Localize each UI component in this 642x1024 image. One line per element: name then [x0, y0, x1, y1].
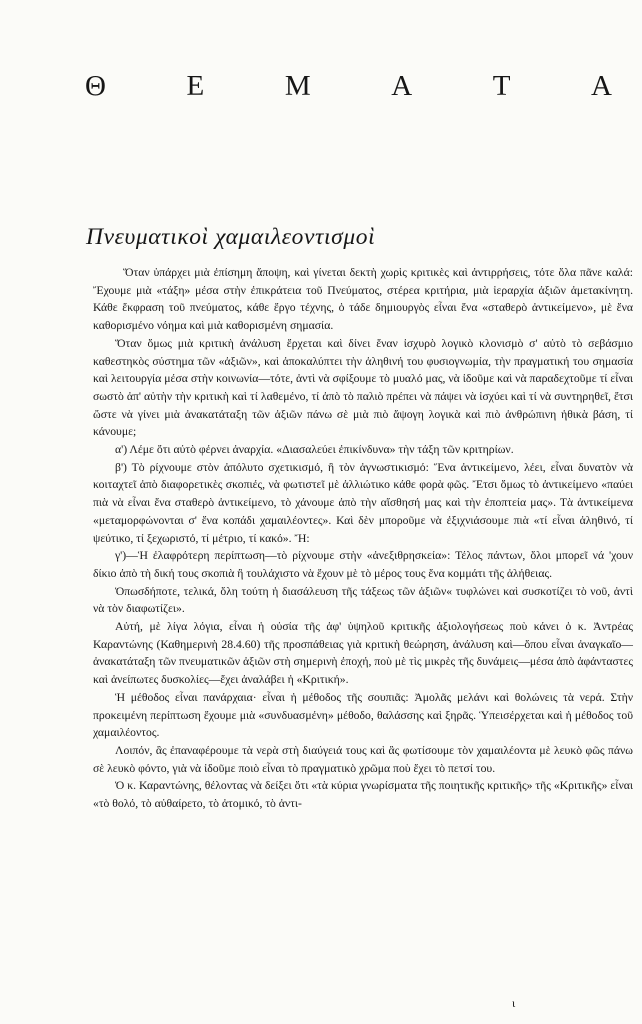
running-head-letter: Θ [85, 70, 106, 102]
page-mark: ι [512, 996, 516, 1010]
article-body [93, 264, 633, 813]
running-head-letter: Α [391, 70, 413, 102]
running-head-letter: Μ [284, 70, 311, 102]
paragraph: Ἡ μέθοδος εἶναι πανάρχαια· εἶναι ἡ μέθοδος τῆς σουπιᾶς: Ἀμολᾶς μελάνι καὶ θολώνεις τὰ νερά. Στὴν προκειμένη περίπτωση ἔχουμε μιὰ «συνδυασμένη» μέθοδο, θαλάσσης καὶ ξηρᾶς. Ὑπεισέρχεται καὶ ἡ μέθοδος τοῦ χαμαιλέοντος. [93, 690, 633, 740]
running-head [85, 70, 612, 103]
paragraph: α') Λέμε ὅτι αὐτὸ φέρνει ἀναρχία. «Διασαλεύει ἐπικίνδυνα» τὴν τάξη τῶν κριτηρίων. [115, 443, 514, 457]
paragraph: Ὅταν ὑπάρχει μιὰ ἐπίσημη ἄποψη, καὶ γίνεται δεκτὴ χωρὶς κριτικὲς καὶ ἀντιρρήσεις, τότε ὅλα πᾶνε καλά: Ἔχουμε μιὰ «τάξη» μέσα στὴν ἐπικράτεια τοῦ Πνεύματος, στέρεα κριτήρια, μιὰ ἱεραρχία ἀξιῶν ἀμετακίνητη. Κάθε ἔκφραση τοῦ πνεύματος, κάθε ἔργο τέχνης, ὁ τάδε δημιουργὸς εἶναι ἕνα «σταθερὸ ἀντικείμενο», μὲ ἕνα καθορισμένο νόημα καὶ μιὰ καθορισμένη σημασία. [93, 266, 633, 333]
paragraph: Αὐτή, μὲ λίγα λόγια, εἶναι ἡ οὐσία τῆς ἀφ' ὑψηλοῦ κριτικῆς ἀξιολογήσεως ποὺ κάνει ὁ κ. Ἀντρέας Καραντώνης (Καθημερινὴ 28.4.60) τῆς προσπάθειας γιὰ κριτικὴ θεώρηση, ἀνάλυση καὶ—ὅπου εἶναι ἀναγκαῖο—ἀνακατάταξη τῶν πνευματικῶν ἀξιῶν στὴ σημερινὴ ἐποχή, ποὺ μὲ τὶς μικρὲς τῆς δυνάμεις—μέσα ἀπὸ ἀφάνταστες καὶ ἀνείπωτες δυσκολίες—ἔχει ἀναλάβει ἡ «Κριτική». [93, 620, 633, 687]
paragraph: Λοιπόν, ἂς ἐπαναφέρουμε τὰ νερὰ στὴ διαύγειά τους καὶ ἂς φωτίσουμε τὸν χαμαιλέοντα μὲ λευκὸ φῶς πάνω σὲ λευκὸ φόντο, γιὰ νὰ ἰδοῦμε ποιὸ εἶναι τὸ πραγματικὸ χρῶμα ποὺ ἔχει τὸ πετσί του. [93, 743, 633, 775]
paragraph: Ὁ κ. Καραντώνης, θέλοντας νὰ δείξει ὅτι «τὰ κύρια γνωρίσματα τῆς ποιητικῆς κριτικῆς» τῆς «Κριτικῆς» εἶναι «τὸ θολό, τὸ αὐθαίρετο, τὸ ἀτομικό, τὸ ἀντι- [93, 779, 633, 811]
paragraph: γ')—Ἡ ἐλαφρότερη περίπτωση—τὸ ρίχνουμε στὴν «ἀνεξιθρησκεία»: Τέλος πάντων, ὅλοι μπορεῖ νά 'χουν δίκιο ἀπὸ τὴ δική τους σκοπιὰ ἢ τουλάχιστο νὰ ἔχουν μὲ τὸ μέρος τους ἕνα κομμάτι τῆς ἀλήθειας. [93, 549, 633, 580]
paragraph: β') Τὸ ρίχνουμε στὸν ἀπόλυτο σχετικισμό, ἢ τὸν ἀγνωστικισμό: Ἕνα ἀντικείμενο, λέει, εἶναι δυνατὸν νὰ κοιταχτεῖ ἀπὸ διαφορετικὲς σκοπιές, νὰ φωτιστεῖ μὲ ἀλλιώτικο κάθε φορὰ φῶς. Ἔτσι ὅμως τὸ ἀντικείμενο «παύει πιὰ νὰ εἶναι ἕνα σταθερὸ ἀντικείμενο, τὸ χάνουμε ἀπὸ τὴν αἴσθησή μας καὶ τὴν ἐποπτεία μας». Τὰ ἀντικείμενα «μεταμορφώνονται σ' ἕνα κοπάδι χαμαιλέοντες». Καὶ δὲν μποροῦμε νὰ ἐξιχνιάσουμε πιὰ «τί εἶναι ἀληθινό, τί ψεύτικο, τί ξεχωριστό, τί μέτριο, τί κακό». Ἤ: [93, 460, 633, 545]
running-head-letter: Τ [492, 70, 511, 102]
running-head-letter: Α [591, 70, 612, 102]
paragraph: Ὁπωσδήποτε, τελικά, ὅλη τούτη ἡ διασάλευση τῆς τάξεως τῶν ἀξιῶν« τυφλώνει καὶ συσκοτίζει τὸ νοῦ, ἀντὶ νὰ τὸν διαφωτίζει». [93, 584, 633, 616]
paragraph: Ὅταν ὅμως μιὰ κριτικὴ ἀνάλυση ἔρχεται καὶ δίνει ἕναν ἰσχυρὸ λογικὸ κλονισμὸ σ' αὐτὸ τὸ σεβάσμιο καθεστηκὸς σύστημα τῶν «ἀξιῶν», καὶ ἀποκαλύπτει τὴν ἀληθινή του φυσιογνωμία, τὴν πραγματική του σημασία καὶ λειτουργία μέσα στὴν κοινωνία—τότε, ἀντὶ νὰ σφίξουμε τὸ μυαλό μας, νὰ ἰδοῦμε καὶ νὰ παραδεχτοῦμε τί εἶναι σωστὸ ἀπ' αὐτὴν τὴν κριτικὴ καὶ τί λαθεμένο, τί ἀπὸ τὸ παλιὸ πρέπει νὰ πάψει νὰ ἰσχύει καὶ τί νὰ συντηρηθεῖ, ἔτσι ὥστε νὰ γίνει μιὰ ἀνακατάταξη τῶν ἀξιῶν πάνω σὲ μιὰ πιὸ ἄψογη λογικὰ καὶ πιὸ ἀνθρώπινη ἠθικὰ βάση, τί κάνουμε; [93, 336, 633, 439]
section-title: Πνευματικοὶ χαμαιλεοντισμοὶ [86, 224, 376, 250]
running-head-letter: Ε [186, 70, 205, 102]
